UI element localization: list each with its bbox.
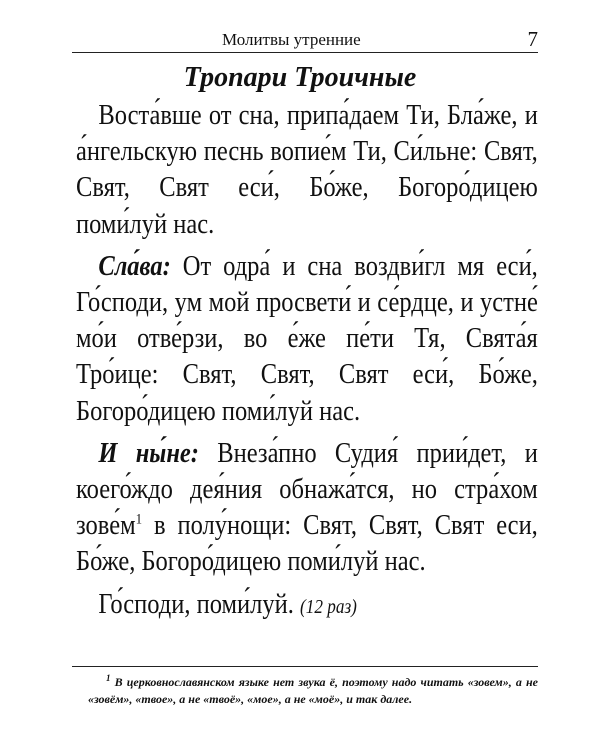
paragraph-3-text-a: Внеза́пно Судия́ прии́дет, и коего́ждо дея́ния обнажа́тся, но стра́хом зове́м xyxy=(76,437,538,542)
paragraph-2-text: От одра́ и сна воздви́гл мя еси́, Го́споди, ум мой просвети́ и се́рдце, и устне́ мо́и отве́рзи, во е́же пе́ти Тя, Свята́я Тро́ице: Свят, Свят, Свят еси́, Бо́же, Богоро́дицею поми́луй нас. xyxy=(76,250,538,427)
paragraph-4-text: Го́споди, поми́луй. xyxy=(98,588,294,620)
paragraph-3-text-b: в полу́нощи: Свят, Свят, Свят еси, Бо́же, Богоро́дицею поми́луй нас. xyxy=(76,510,538,578)
paragraph-2 xyxy=(76,249,538,430)
page-number: 7 xyxy=(527,27,538,51)
paragraph-3-lead: И ны́не: xyxy=(98,437,199,469)
footnote xyxy=(88,674,538,708)
page-header xyxy=(72,26,538,53)
section-title: Тропари Троичные xyxy=(183,62,417,93)
footnote-divider xyxy=(72,666,538,667)
footnote-marker: 1 xyxy=(106,673,111,683)
paragraph-3 xyxy=(76,436,538,581)
footnote-text: В церковнославянском языке нет звука ё, поэтому надо читать «зовем», а не «зовём», «твое», а не «твоё», «мое», а не «моё», и так далее. xyxy=(88,675,538,706)
running-title: Молитвы утренние xyxy=(222,30,361,49)
footnote-ref: 1 xyxy=(135,511,143,528)
repeat-note: (12 раз) xyxy=(300,595,357,618)
prayer-text xyxy=(76,98,538,625)
paragraph-2-lead: Сла́ва: xyxy=(98,250,171,282)
paragraph-1-text: Воста́вше от сна, припа́даем Ти, Бла́же, и а́нгельскую песнь вопие́м Ти, Си́льне: Свят, Свят, Свят еси́, Бо́же, Богоро́дицею поми́луй нас. xyxy=(76,100,538,240)
paragraph-4 xyxy=(76,587,538,625)
paragraph-1 xyxy=(76,98,538,243)
